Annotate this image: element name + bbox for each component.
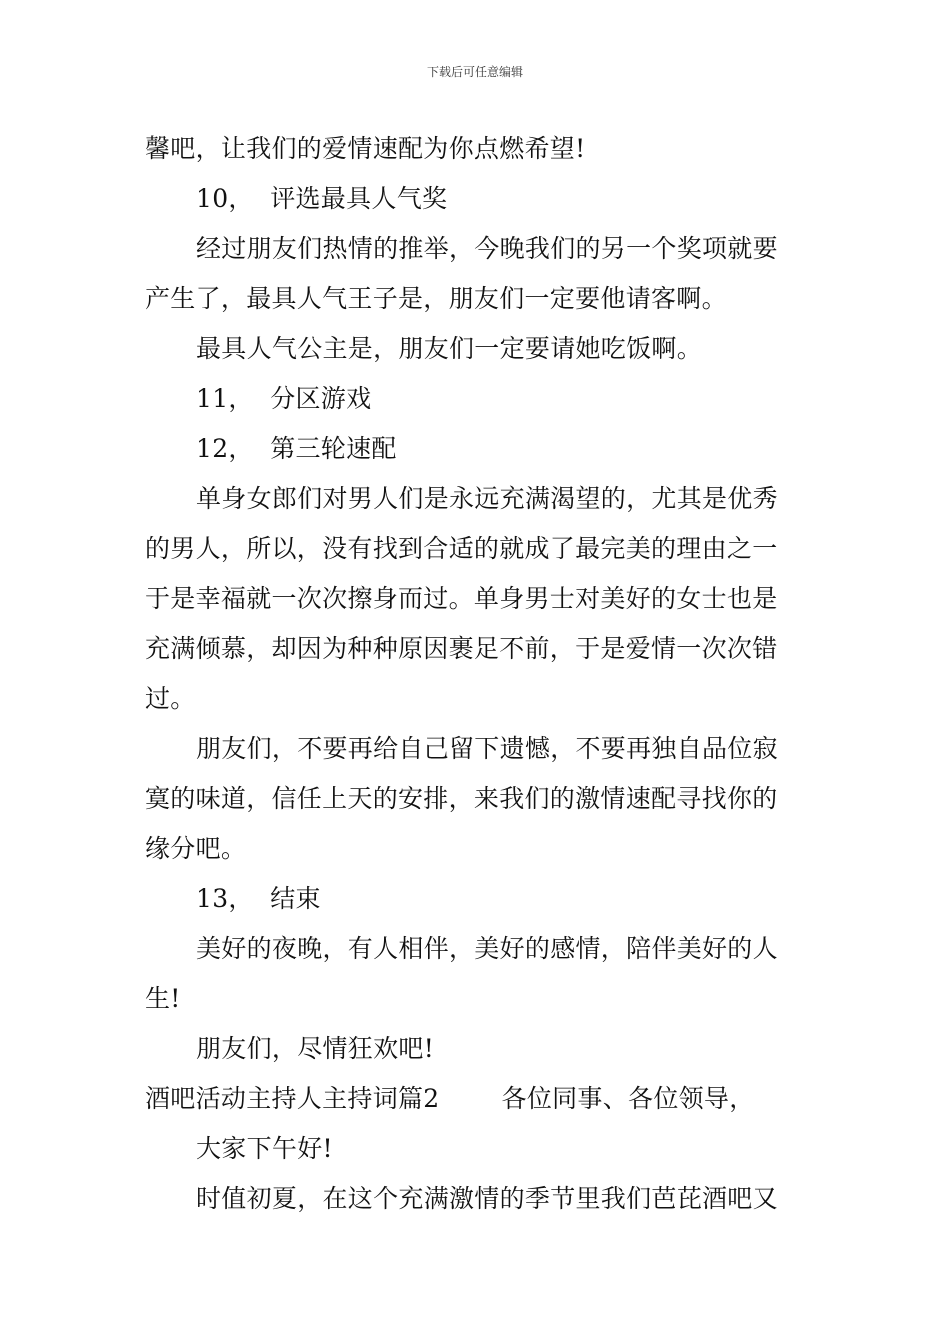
paragraph-line: 朋友们，不要再给自己留下遗憾，不要再独自品位寂 [196, 734, 778, 763]
article-title-line [145, 1074, 810, 1124]
paragraph-line: 寞的味道，信任上天的安排，来我们的激情速配寻找你的 [145, 784, 778, 813]
section-heading-11: 11， 分区游戏 [196, 384, 372, 413]
paragraph-line: 于是幸福就一次次擦身而过。单身男士对美好的女士也是 [145, 584, 778, 613]
paragraph-line: 单身女郎们对男人们是永远充满渴望的，尤其是优秀 [196, 484, 778, 513]
paragraph-line: 美好的夜晚，有人相伴，美好的感情，陪伴美好的人 [196, 934, 778, 963]
paragraph-line: 产生了，最具人气王子是，朋友们一定要他请客啊。 [145, 284, 727, 313]
page-header: 下载后可任意编辑 [426, 65, 523, 79]
paragraph-line: 朋友们，尽情狂欢吧! [196, 1034, 435, 1063]
paragraph-line: 的男人，所以，没有找到合适的就成了最完美的理由之一 [145, 534, 778, 563]
paragraph-line: 馨吧，让我们的爱情速配为你点燃希望! [145, 134, 586, 163]
section-heading-12: 12， 第三轮速配 [196, 434, 397, 463]
paragraph-line: 时值初夏，在这个充满激情的季节里我们芭芘酒吧又 [196, 1184, 778, 1213]
section-heading-13: 13， 结束 [196, 884, 321, 913]
greeting-text: 各位同事、各位领导， [501, 1084, 755, 1113]
paragraph-line: 过。 [145, 684, 196, 713]
section-heading-10: 10， 评选最具人气奖 [196, 184, 448, 213]
article-title: 酒吧活动主持人主持词篇2 [145, 1084, 440, 1113]
paragraph-line: 经过朋友们热情的推举，今晚我们的另一个奖项就要 [196, 234, 778, 263]
paragraph-line: 缘分吧。 [145, 834, 247, 863]
paragraph-line: 充满倾慕，却因为种种原因裹足不前，于是爱情一次次错 [145, 634, 778, 663]
paragraph-line: 最具人气公主是，朋友们一定要请她吃饭啊。 [196, 334, 703, 363]
document-body [145, 124, 810, 1224]
paragraph-line: 生! [145, 984, 181, 1013]
paragraph-line: 大家下午好! [196, 1134, 333, 1163]
